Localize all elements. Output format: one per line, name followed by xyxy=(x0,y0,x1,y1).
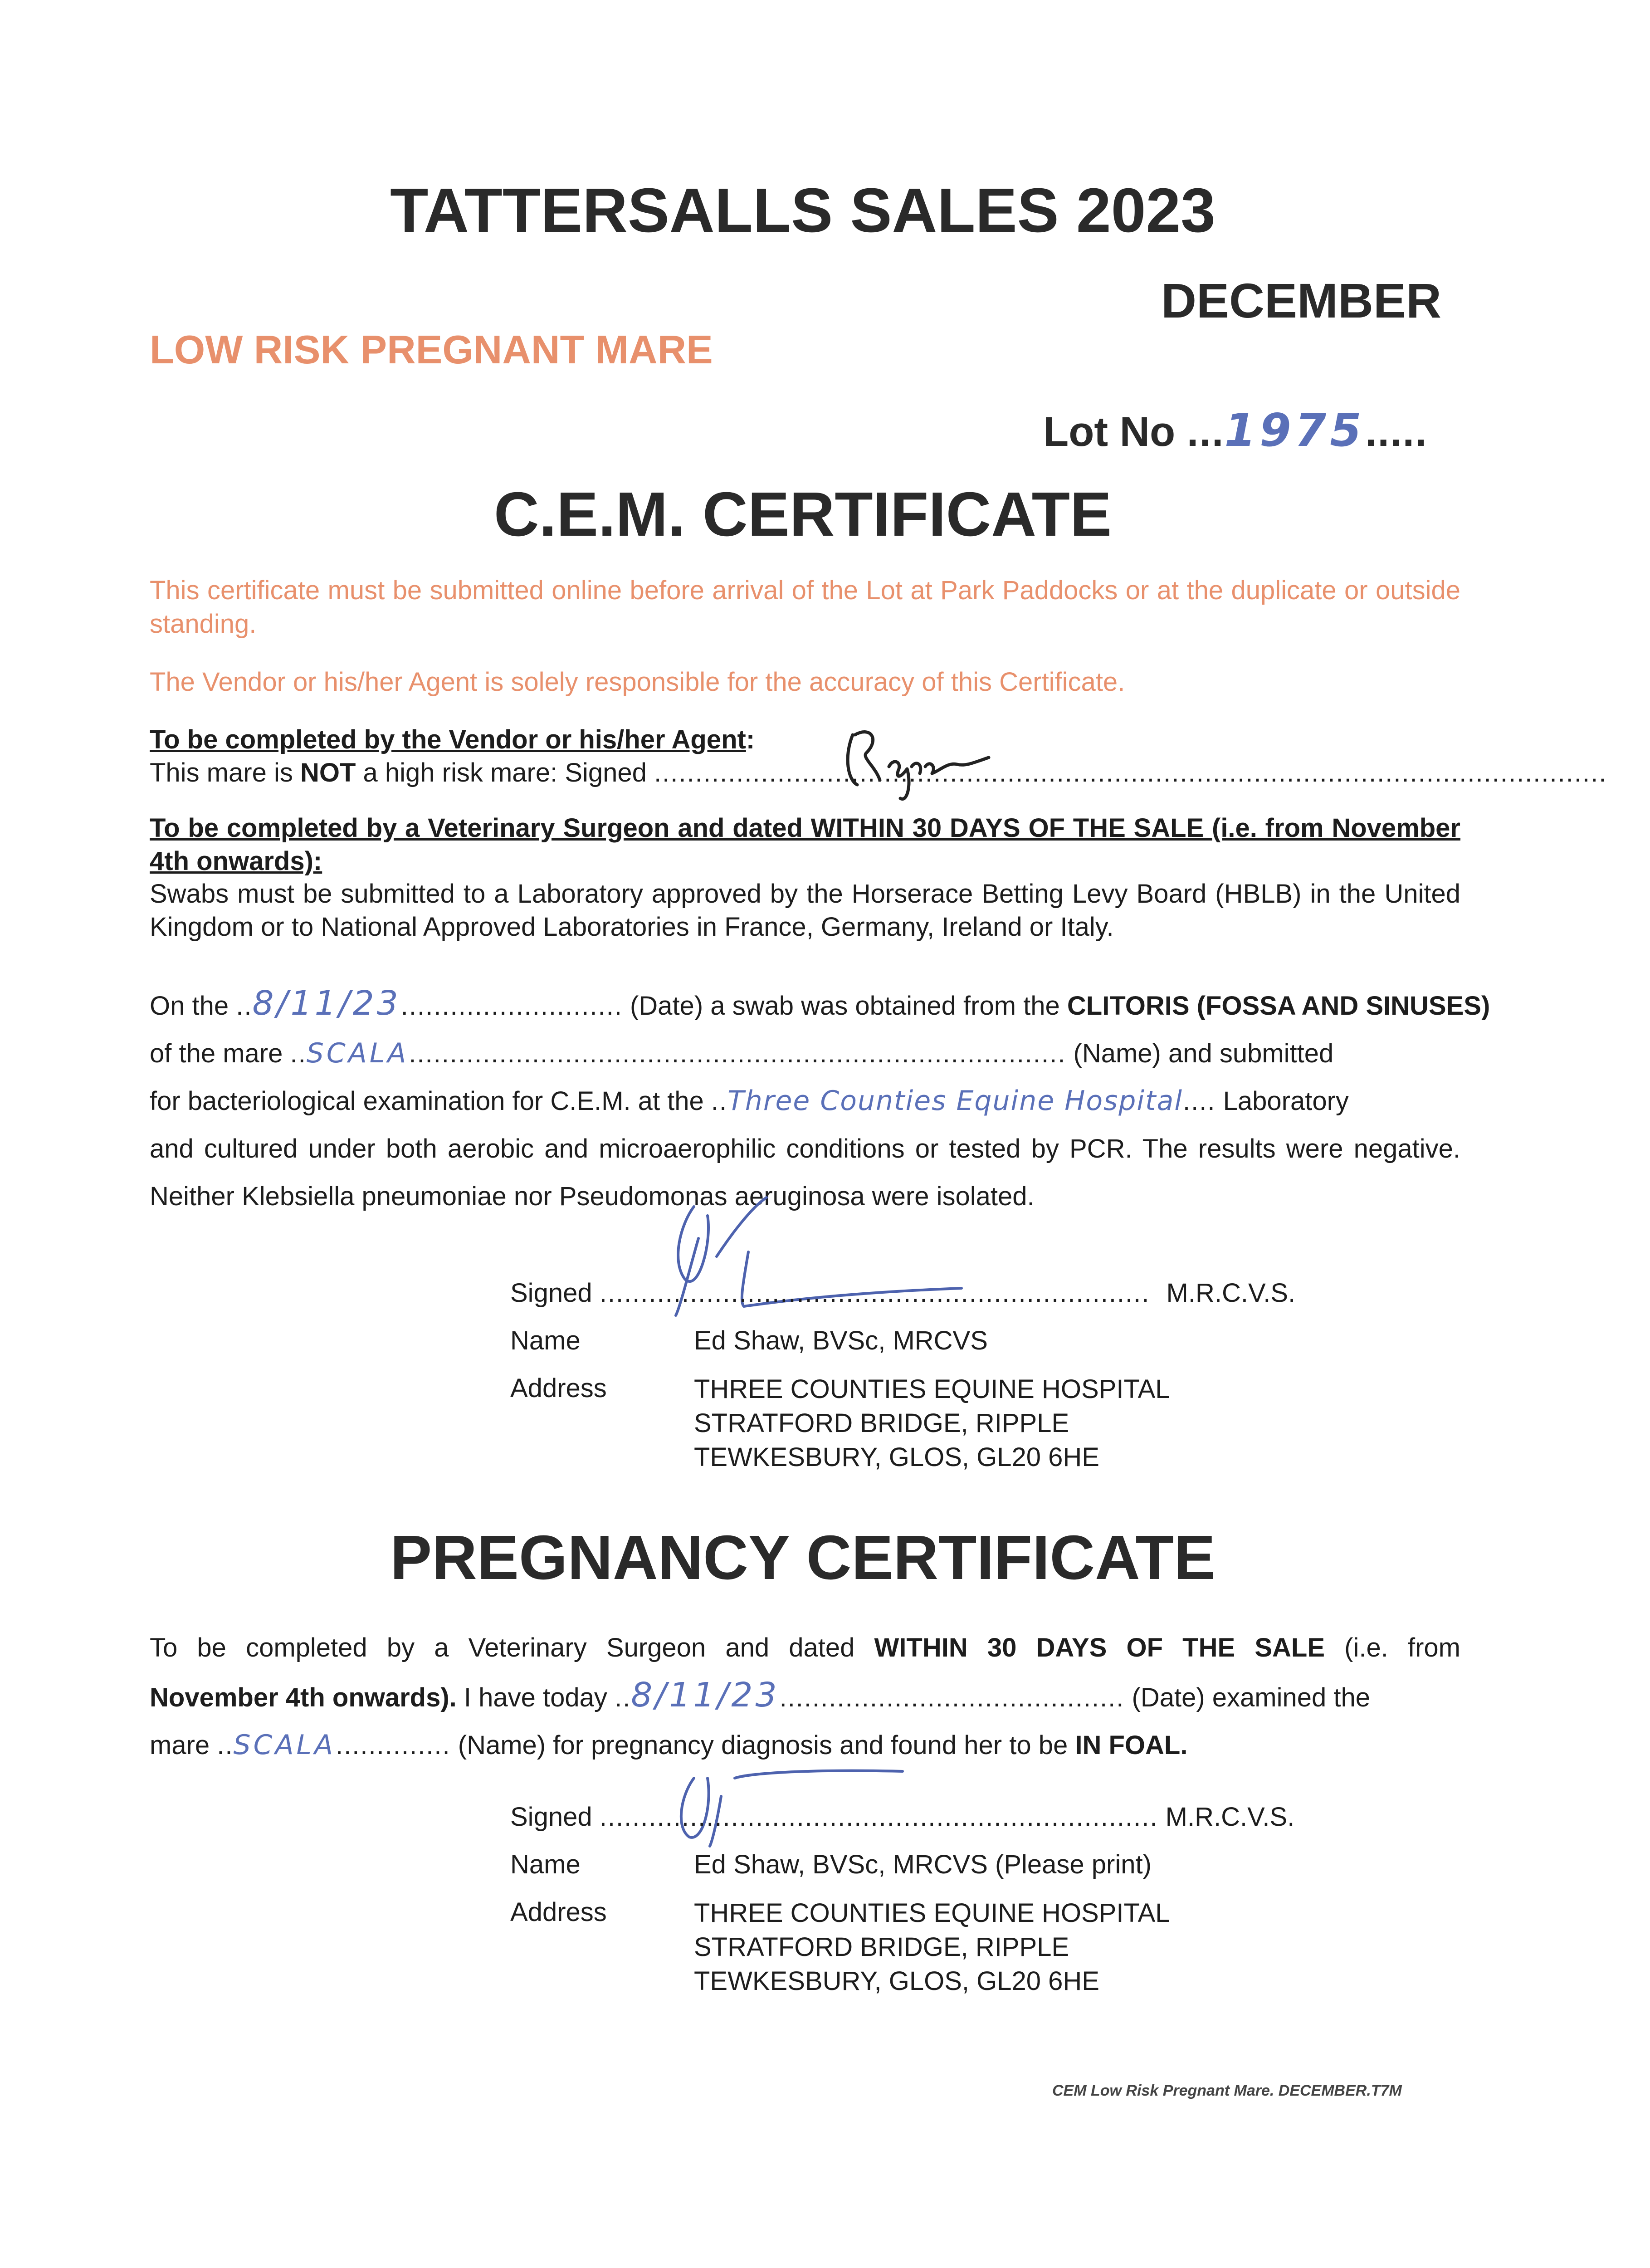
pregnancy-statement: To be completed by a Veterinary Surgeon and dated WITHIN 30 DAYS OF THE SALE (i.e. from November 4th onwards). I have today ..8/11/23.......................................... (Date) examined the mare ..SCALA.............. (Name) for pregnancy diagnosis and found her to be IN FOAL. xyxy=(150,1633,1460,1761)
lot-number-field: Lot No ...1975..... xyxy=(1043,404,1428,457)
preg-mare-name-handwritten: SCALA xyxy=(233,1729,336,1761)
vet-heading: To be completed by a Veterinary Surgeon and dated WITHIN 30 DAYS OF THE SALE (i.e. from November 4th onwards): xyxy=(150,813,1460,876)
lot-label: Lot No xyxy=(1043,409,1176,455)
vendor-section: To be completed by the Vendor or his/her Agent: This mare is NOT a high risk mare: Signed .................................................................................................................... xyxy=(150,725,1607,787)
lot-number-handwritten: 1975 xyxy=(1224,404,1365,457)
form-reference: CEM Low Risk Pregnant Mare. DECEMBER.T7M xyxy=(1052,2082,1402,2099)
cem-vet-address: THREE COUNTIES EQUINE HOSPITAL STRATFORD BRIDGE, RIPPLE TEWKESBURY, GLOS, GL20 6HE xyxy=(694,1374,1170,1472)
mare-name-handwritten: SCALA xyxy=(306,1037,409,1069)
swab-date-handwritten: 8/11/23 xyxy=(252,984,401,1023)
submission-notice: This certificate must be submitted online before arrival of the Lot at Park Paddocks or at the duplicate or outside standing. xyxy=(150,576,1460,639)
sale-month: DECEMBER xyxy=(1161,273,1442,328)
cem-vet-name: Ed Shaw, BVSc, MRCVS xyxy=(694,1326,988,1355)
vendor-heading: To be completed by the Vendor or his/her Agent xyxy=(150,725,746,754)
pregnancy-vet-address: THREE COUNTIES EQUINE HOSPITAL STRATFORD BRIDGE, RIPPLE TEWKESBURY, GLOS, GL20 6HE xyxy=(694,1898,1170,1996)
laboratory-handwritten: Three Counties Equine Hospital xyxy=(727,1085,1183,1117)
cem-heading: C.E.M. CERTIFICATE xyxy=(493,479,1112,549)
pregnancy-signature-block: Signed .................................................................... M.R.C.V.S. Name Ed Shaw, BVSc, MRCVS (Please print) Address THREE COUNTIES EQUINE HOSPITAL STRATFORD BRIDGE, RIPPLE TEWKESBURY, GLOS, GL20 6HE xyxy=(510,1801,1281,2005)
pregnancy-heading: PREGNANCY CERTIFICATE xyxy=(390,1523,1216,1593)
swab-note: Swabs must be submitted to a Laboratory approved by the Horserace Betting Levy Board (HBLB) in the United Kingdom or to National Approved Laboratories in France, Germany, Ireland or Italy. xyxy=(150,879,1460,942)
results-text: and cultured under both aerobic and microaerophilic conditions or tested by PCR. The results were negative. Neither Klebsiella pneumoniae nor Pseudomonas aeruginosa were isolated. xyxy=(150,1134,1460,1211)
exam-date-handwritten: 8/11/23 xyxy=(631,1676,780,1715)
pregnancy-vet-name: Ed Shaw, BVSc, MRCVS (Please print) xyxy=(694,1850,1152,1879)
risk-category: LOW RISK PREGNANT MARE xyxy=(150,327,713,372)
vendor-signature xyxy=(839,717,1011,807)
responsibility-notice: The Vendor or his/her Agent is solely responsible for the accuracy of this Certificate. xyxy=(150,667,1125,697)
vet-section xyxy=(150,812,1460,943)
cem-signature-block: Signed ................................................................... M.R.C.V.S. Name Ed Shaw, BVSc, MRCVS Address THREE COUNTIES EQUINE HOSPITAL STRATFORD BRIDGE, RIPPLE TEWKESBURY, GLOS, GL20 6HE xyxy=(510,1277,1281,1481)
document-title: TATTERSALLS SALES 2023 xyxy=(390,176,1216,245)
swab-statement: On the ..8/11/23........................... (Date) a swab was obtained from the CLITORIS (FOSSA AND SINUSES) of the mare ..SCALA................................................................................ (Name) and submitted for bacteriological examination for C.E.M. at the ..Three Counties Equine Hospital.... Laboratory and cultured under both aerobic and microaerophilic conditions or tested by PCR. The results were negative. Neither Klebsiella pneumoniae nor Pseudomonas aeruginosa were isolated. xyxy=(150,980,1460,1220)
